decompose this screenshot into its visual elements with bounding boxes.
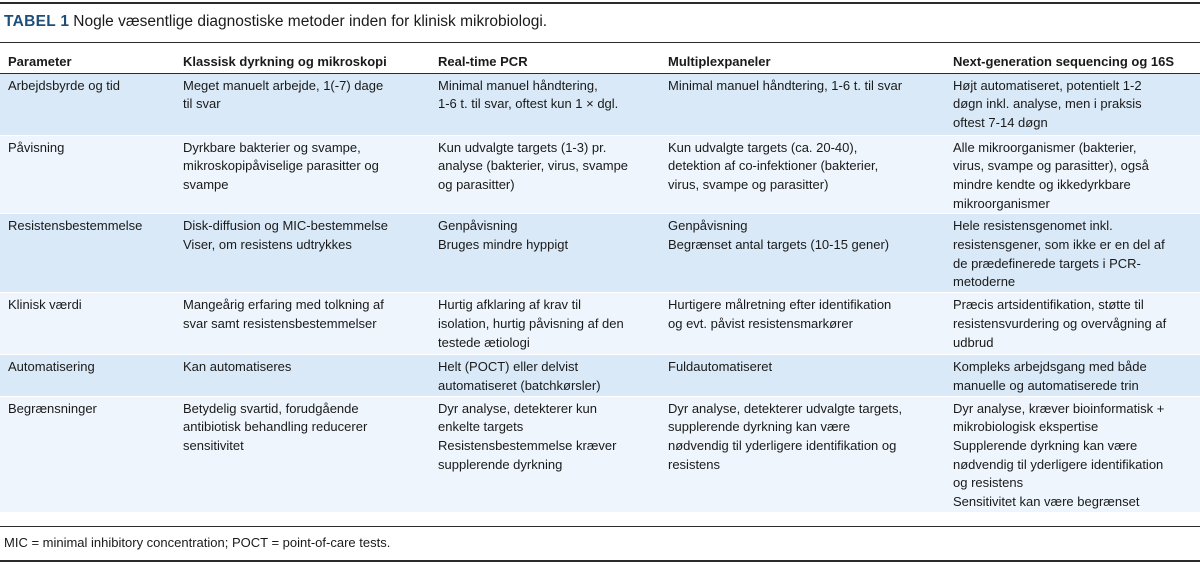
table-cell	[660, 73, 945, 135]
table-cell	[430, 214, 660, 293]
table-cell	[945, 396, 1200, 512]
row-parameter	[0, 214, 175, 293]
table-row	[0, 135, 1200, 214]
cell-line: Kan automatiseres	[183, 359, 292, 375]
cell-line: Kompleks arbejdsgang med både	[953, 359, 1147, 375]
row-parameter	[0, 355, 175, 396]
cell-line: manuelle og automatiserede trin	[953, 377, 1139, 393]
table-row	[0, 293, 1200, 355]
cell-line: supplerende dyrkning	[438, 456, 563, 472]
cell-line: metoderne	[953, 274, 1016, 290]
table-cell	[175, 396, 430, 512]
table-cell	[945, 73, 1200, 135]
table-cell	[945, 355, 1200, 396]
cell-line: resistensvurdering og overvågning af	[953, 315, 1167, 331]
table-cell	[175, 214, 430, 293]
table-cell	[430, 73, 660, 135]
cell-line: resistens	[668, 456, 721, 472]
header-multiplex: Multiplexpaneler	[660, 45, 945, 73]
parameter-label: Arbejdsbyrde og tid	[8, 77, 121, 93]
cell-line: antibiotisk behandling reducerer	[183, 419, 368, 435]
caption-rule	[0, 42, 1200, 43]
cell-line: virus, svampe og parasitter)	[668, 176, 829, 192]
cell-line: resistensgener, som ikke er en del af	[953, 237, 1165, 253]
cell-line: Helt (POCT) eller delvist	[438, 359, 579, 375]
cell-line: Minimal manuel håndtering,	[438, 77, 598, 93]
table-row	[0, 396, 1200, 512]
cell-line: sensitivitet	[183, 437, 244, 453]
cell-line: Hurtigere målretning efter identifikation	[668, 297, 892, 313]
cell-line: svar samt resistensbestemmelser	[183, 315, 377, 331]
cell-line: Begrænset antal targets (10-15 gener)	[668, 237, 890, 253]
cell-line: mikrobiologisk ekspertise	[953, 419, 1099, 435]
cell-line: udbrud	[953, 334, 994, 350]
cell-line: Betydelig svartid, forudgående	[183, 400, 359, 416]
cell-line: Supplerende dyrkning kan være	[953, 437, 1138, 453]
cell-line: svampe	[183, 176, 229, 192]
table-row	[0, 214, 1200, 293]
cell-line: Genpåvisning	[438, 218, 518, 234]
table-row	[0, 73, 1200, 135]
table-cell	[660, 396, 945, 512]
parameter-label: Resistensbestemmelse	[8, 218, 143, 234]
cell-line: og evt. påvist resistensmarkører	[668, 315, 853, 331]
cell-line: Dyr analyse, detekterer kun	[438, 400, 597, 416]
parameter-label: Automatisering	[8, 359, 95, 375]
table-cell	[945, 135, 1200, 214]
table-cell	[660, 214, 945, 293]
cell-line: Resistensbestemmelse kræver	[438, 437, 617, 453]
table-caption	[4, 12, 547, 32]
row-parameter	[0, 293, 175, 355]
cell-line: testede ætiologi	[438, 334, 530, 350]
caption-text: Nogle væsentlige diagnostiske metoder inden for klinisk mikrobiologi.	[73, 13, 548, 30]
table-cell	[430, 355, 660, 396]
top-rule	[0, 2, 1200, 4]
cell-line: Bruges mindre hyppigt	[438, 237, 569, 253]
cell-line: nødvendig til yderligere identifikation	[953, 456, 1164, 472]
table-cell	[430, 135, 660, 214]
cell-line: og resistens	[953, 475, 1024, 491]
row-parameter	[0, 135, 175, 214]
footnote: MIC = minimal inhibitory concentration; POCT = point-of-care tests.	[4, 535, 391, 550]
cell-line: Højt automatiseret, potentielt 1-2	[953, 77, 1142, 93]
cell-line: analyse (bakterier, virus, svampe	[438, 158, 629, 174]
bottom-rule	[0, 526, 1200, 527]
cell-line: nødvendig til yderligere identifikation og	[668, 437, 897, 453]
cell-line: Viser, om resistens udtrykkes	[183, 237, 352, 253]
cell-line: Genpåvisning	[668, 218, 748, 234]
cell-line: Alle mikroorganismer (bakterier,	[953, 139, 1137, 155]
cell-line: Præcis artsidentifikation, støtte til	[953, 297, 1144, 313]
table-cell	[430, 293, 660, 355]
parameter-label: Påvisning	[8, 139, 65, 155]
cell-line: Dyr analyse, kræver bioinformatisk +	[953, 400, 1165, 416]
cell-line: supplerende dyrkning kan være	[668, 419, 851, 435]
cell-line: Mangeårig erfaring med tolkning af	[183, 297, 384, 313]
cell-line: automatiseret (batchkørsler)	[438, 377, 601, 393]
table-cell	[660, 135, 945, 214]
cell-line: døgn inkl. analyse, men i praksis	[953, 96, 1142, 112]
cell-line: og parasitter)	[438, 176, 515, 192]
table-cell	[945, 293, 1200, 355]
cell-line: Kun udvalgte targets (1-3) pr.	[438, 139, 607, 155]
table-cell	[430, 396, 660, 512]
row-parameter	[0, 396, 175, 512]
table-cell	[175, 73, 430, 135]
caption-label: TABEL 1	[4, 13, 70, 30]
table-cell	[175, 293, 430, 355]
header-ngs: Next-generation sequencing og 16S	[945, 45, 1200, 73]
cell-line: Minimal manuel håndtering, 1-6 t. til svar	[668, 77, 903, 93]
header-pcr: Real-time PCR	[430, 45, 660, 73]
table-row	[0, 355, 1200, 396]
cell-line: til svar	[183, 96, 221, 112]
cell-line: Dyrkbare bakterier og svampe,	[183, 139, 361, 155]
table-cell	[175, 355, 430, 396]
table-header-row	[0, 45, 1200, 73]
cell-line: enkelte targets	[438, 419, 524, 435]
cell-line: oftest 7-14 døgn	[953, 114, 1048, 130]
table-cell	[660, 355, 945, 396]
cell-line: Disk-diffusion og MIC-bestemmelse	[183, 218, 388, 234]
cell-line: mikroorganismer	[953, 195, 1050, 211]
cell-line: Dyr analyse, detekterer udvalgte targets,	[668, 400, 903, 416]
row-parameter	[0, 73, 175, 135]
cell-line: de prædefinerede targets i PCR-	[953, 255, 1141, 271]
parameter-label: Klinisk værdi	[8, 297, 82, 313]
cell-line: Sensitivitet kan være begrænset	[953, 494, 1140, 510]
cell-line: Meget manuelt arbejde, 1(-7) dage	[183, 77, 384, 93]
cell-line: Hele resistensgenomet inkl.	[953, 218, 1113, 234]
comparison-table	[0, 45, 1200, 512]
header-culture: Klassisk dyrkning og mikroskopi	[175, 45, 430, 73]
table-cell	[175, 135, 430, 214]
cell-line: mindre kendte og ikkedyrkbare	[953, 176, 1131, 192]
cell-line: virus, svampe og parasitter), også	[953, 158, 1149, 174]
cell-line: 1-6 t. til svar, oftest kun 1 × dgl.	[438, 96, 619, 112]
cell-line: Hurtig afklaring af krav til	[438, 297, 582, 313]
header-parameter: Parameter	[0, 45, 175, 73]
table-cell	[945, 214, 1200, 293]
end-rule	[0, 560, 1200, 562]
parameter-label: Begrænsninger	[8, 400, 97, 416]
cell-line: Fuldautomatiseret	[668, 359, 773, 375]
cell-line: detektion af co-infektioner (bakterier,	[668, 158, 879, 174]
cell-line: isolation, hurtig påvisning af den	[438, 315, 624, 331]
cell-line: mikroskopipåviselige parasitter og	[183, 158, 379, 174]
table-cell	[660, 293, 945, 355]
cell-line: Kun udvalgte targets (ca. 20-40),	[668, 139, 858, 155]
